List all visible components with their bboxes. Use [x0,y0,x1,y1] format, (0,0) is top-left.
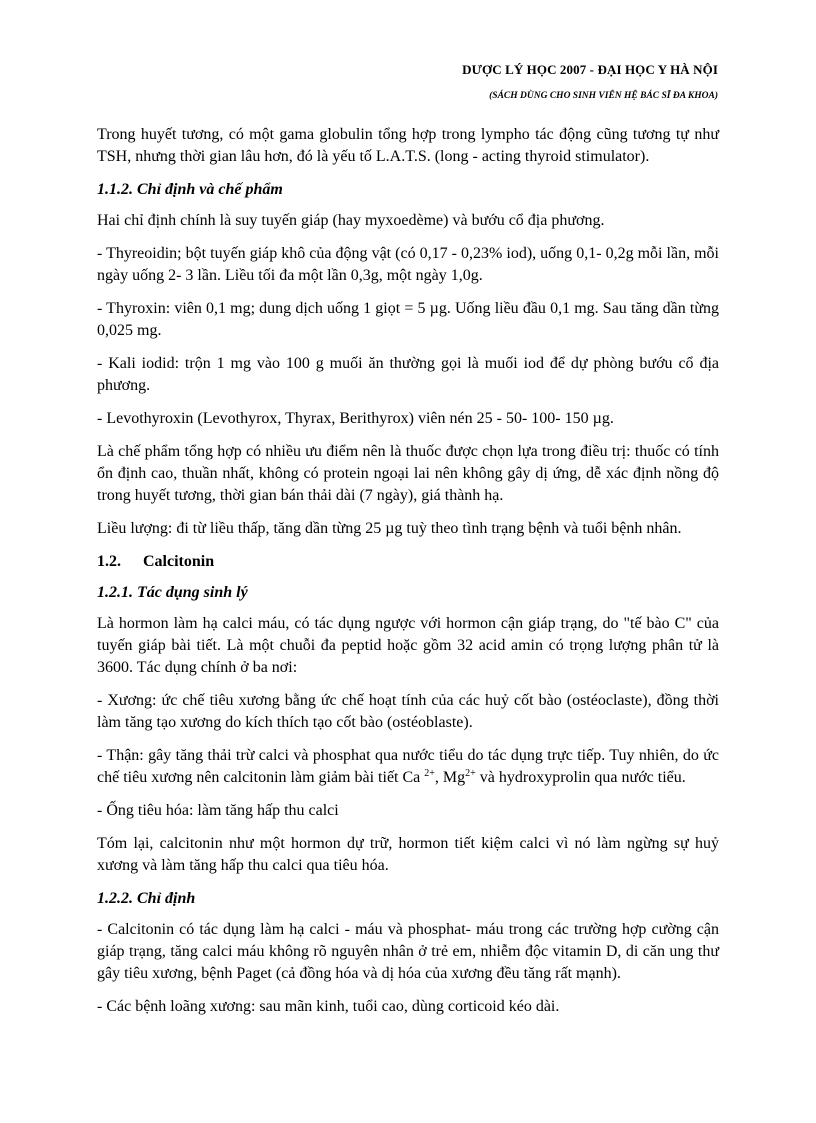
list-item-indication: - Calcitonin có tác dụng làm hạ calci - máu và phosphat- máu trong các trường hợp cường cận giáp trạng, tăng calci máu không rõ nguyên nhân ở trẻ em, nhiễm độc vitamin D, di căn ung thư gây tiêu xương, bệnh Paget (cả đồng hóa và dị hóa của xương đều tăng rất mạnh). [97,921,719,982]
list-item-kali-iodid: - Kali iodid: trộn 1 mg vào 100 g muối ăn thường gọi là muối iod để dự phòng bướu cổ địa phương. [97,355,719,394]
list-item-bone: - Xương: ức chế tiêu xương bằng ức chế hoạt tính của các huỷ cốt bào (ostéoclaste), đồng thời làm tăng tạo xương do kích thích tạo cốt bào (ostéoblaste). [97,692,719,731]
heading-1-2-2: 1.2.2. Chỉ định [97,890,196,907]
paragraph: Hai chỉ định chính là suy tuyến giáp (hay myxoedème) và bướu cổ địa phương. [97,212,605,229]
section-number: 1.2. [97,553,121,570]
list-item-thyreoidin: - Thyreoidin; bột tuyến giáp khô của động vật (có 0,17 - 0,23% iod), uống 0,1- 0,2g mỗi lần, mỗi ngày uống 2- 3 lần. Liều tối đa một lần 0,3g, một ngày 1,0g. [97,245,719,284]
intro-paragraph: Trong huyết tương, có một gama globulin tổng hợp trong lympho tác động cũng tương tự như TSH, nhưng thời gian lâu hơn, đó là yếu tố L.A.T.S. (long - acting thyroid stimulator). [97,126,719,165]
list-item-digestive: - Ống tiêu hóa: làm tăng hấp thu calci [97,802,339,819]
list-item-kidney: - Thận: gây tăng thải trừ calci và phosphat qua nước tiểu do tác dụng trực tiếp. Tuy nhiên, do ức chế tiêu xương nên calcitonin làm giảm bài tiết Ca $^{2+}$, $Mg^{2+}$ và hydroxyprolin qua nước tiểu. [97,747,719,786]
paragraph: Là hormon làm hạ calci máu, có tác dụng ngược với hormon cận giáp trạng, do "tế bào C" của tuyến giáp bài tiết. Là một chuỗi đa peptid hoặc gồm 32 acid amin có trọng lượng phân tử là 3600. Tác dụng chính ở ba nơi: [97,615,719,676]
page-body [97,124,719,1029]
running-header-title: DƯỢC LÝ HỌC 2007 - ĐẠI HỌC Y HÀ NỘI [462,62,718,77]
paragraph-dosage: Liều lượng: đi từ liều thấp, tăng dần từng 25 µg tuỳ theo tình trạng bệnh và tuổi bệnh nhân. [97,520,682,537]
section-title: Calcitonin [143,553,215,570]
running-header-subtitle: (SÁCH DÙNG CHO SINH VIÊN HỆ BÁC SĨ ĐA KHOA) [489,91,718,101]
list-item-osteoporosis: - Các bệnh loãng xương: sau mãn kinh, tuổi cao, dùng corticoid kéo dài. [97,998,560,1015]
heading-1-2 [97,551,719,573]
list-item-thyroxin: - Thyroxin: viên 0,1 mg; dung dịch uống 1 giọt = 5 µg. Uống liều đầu 0,1 mg. Sau tăng dần từng 0,025 mg. [97,300,719,339]
paragraph-summary: Tóm lại, calcitonin như một hormon dự trữ, hormon tiết kiệm calci vì nó làm ngừng sự huỷ xương và làm tăng hấp thu calci qua tiêu hóa. [97,835,719,874]
list-item-levothyroxin: - Levothyroxin (Levothyrox, Thyrax, Berithyrox) viên nén 25 - 50- 100- 150 µg. [97,410,614,427]
heading-1-2-1: 1.2.1. Tác dụng sinh lý [97,584,248,601]
paragraph: Là chế phẩm tổng hợp có nhiều ưu điểm nên là thuốc được chọn lựa trong điều trị: thuốc có tính ổn định cao, thuần nhất, không có protein ngoại lai nên không gây dị ứng, dễ xác định nồng độ trong huyết tương, thời gian bán thải dài (7 ngày), giá thành hạ. [97,443,719,504]
heading-1-1-2: 1.1.2. Chỉ định và chế phẩm [97,181,283,198]
